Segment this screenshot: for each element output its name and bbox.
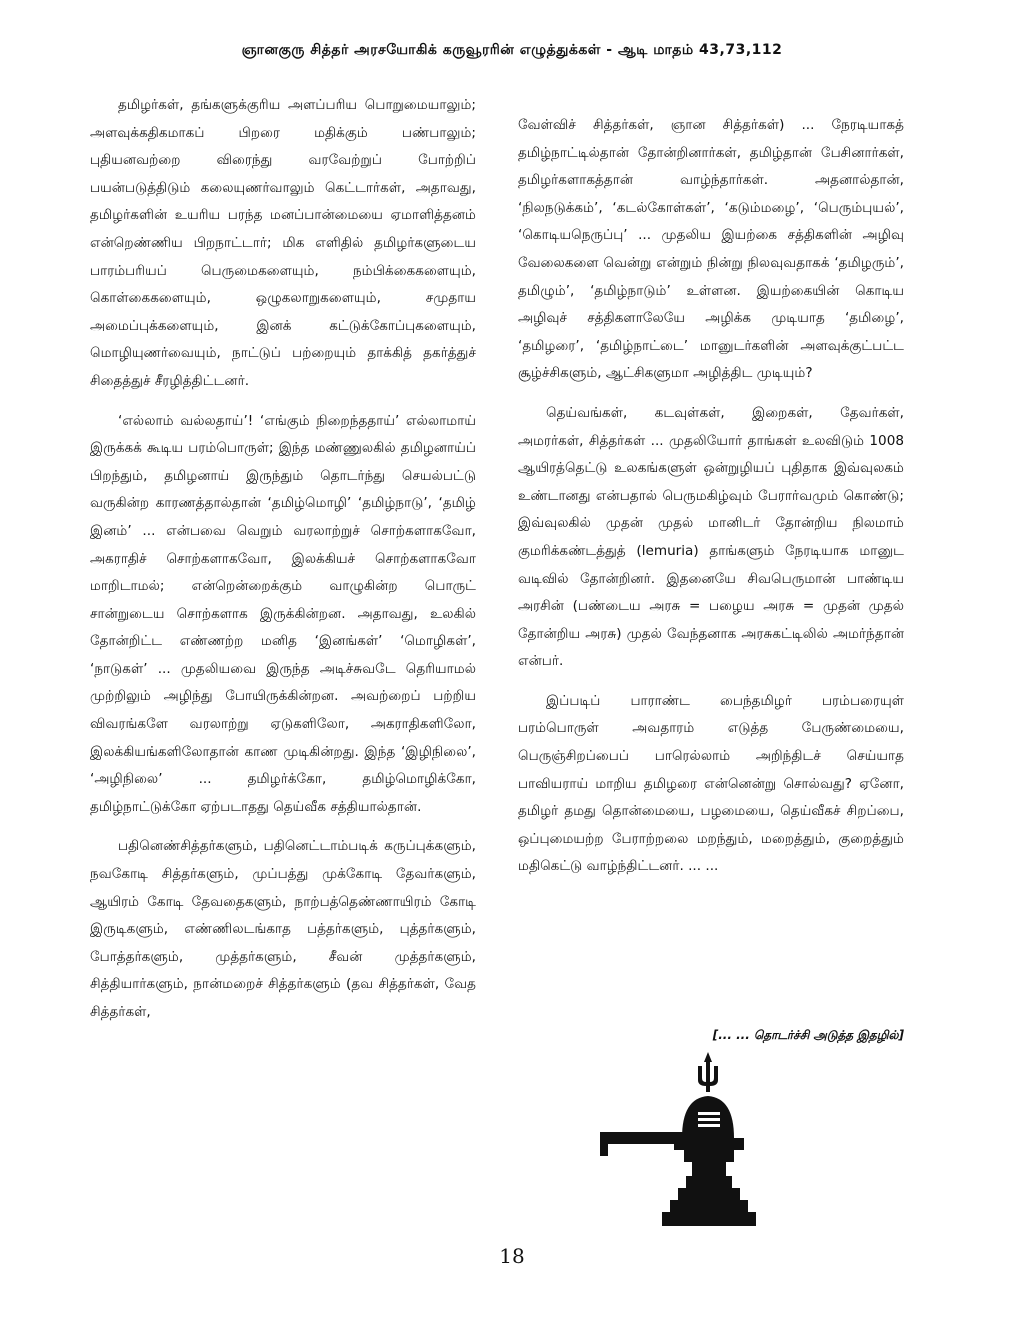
continuation-note: [... ... தொடர்ச்சி அடுத்த இதழில்] bbox=[712, 1028, 904, 1042]
left-column bbox=[90, 92, 476, 1039]
right-column bbox=[518, 112, 904, 893]
left-paragraph-3: பதினெண்சித்தர்களும், பதினெட்டாம்படிக் கருப்புக்களும், நவகோடி சித்தர்களும், முப்பத்து முக்கோடி தேவர்களும், ஆயிரம் கோடி தேவதைகளும், நாற்பத்தெண்ணாயிரம் கோடி இருடிகளும், எண்ணிலடங்காத பத்தர்களும், புத்தர்களும், போத்தர்களும், முத்தர்களும், சீவன் முத்தர்களும், சித்தியார்களும், நான்மறைச் சித்தர்களும் (தவ சித்தர்கள், வேத சித்தர்கள், bbox=[90, 838, 476, 1020]
running-header: ஞானகுரு சித்தர் அரசயோகிக் கருவூரரின் எழுத்துக்கள் - ஆடி மாதம் 43,73,112 bbox=[241, 42, 783, 58]
left-paragraph-2: ‘எல்லாம் வல்லதாய்’! ‘எங்கும் நிறைந்ததாய்’ எல்லாமாய் இருக்கக் கூடிய பரம்பொருள்; இந்த மண்ணுலகில் தமிழனாய்ப் பிறந்தும், தமிழனாய் இருந்தும் தொடர்ந்து செயல்பட்டு வருகின்ற காரணத்தால்தான் ‘தமிழ்மொழி’ ‘தமிழ்நாடு’, ‘தமிழ் இனம்’ ... என்பவை வெறும் வரலாற்றுச் சொற்களாகவோ, அகராதிச் சொற்களாகவோ, இலக்கியச் சொற்களாகவோ மாறிடாமல்; என்றென்றைக்கும் வாழுகின்ற பொருட் சான்றுடைய சொற்களாக இருக்கின்றன. அதாவது, உலகில் தோன்றிட்ட எண்ணற்ற மனித ‘இனங்கள்’ ‘மொழிகள்’, ‘நாடுகள்’ ... முதலியவை இருந்த அடிச்சுவடே தெரியாமல் முற்றிலும் அழிந்து போயிருக்கின்றன. அவற்றைப் பற்றிய விவரங்களே வரலாற்று ஏடுகளிலோ, அகராதிகளிலோ, இலக்கியங்களிலோதான் காண முடிகின்றது. இந்த ‘இழிநிலை’, ‘அழிநிலை’ ... தமிழர்க்கோ, தமிழ்மொழிக்கோ, தமிழ்நாட்டுக்கோ ஏற்படாதது தெய்வீக சத்தியால்தான். bbox=[90, 412, 476, 815]
right-paragraph-1: வேள்விச் சித்தர்கள், ஞான சித்தர்கள்) ... நேரடியாகத் தமிழ்நாட்டில்தான் தோன்றினார்கள், தமிழ்தான் பேசினார்கள், தமிழர்களாகத்தான் வாழ்ந்தார்கள். அதனால்தான், ‘நிலநடுக்கம்’, ‘கடல்கோள்கள்’, ‘கடும்மழை’, ‘பெரும்புயல்’, ‘கொடியநெருப்பு’ ... முதலிய இயற்கை சத்திகளின் அழிவு வேலைகளை வென்று என்றும் நின்று நிலவுவதாகக் ‘தமிழரும்’, தமிழும்’, ‘தமிழ்நாடும்’ உள்ளன. இயற்கையின் கொடிய அழிவுச் சத்திகளாலேயே அழிக்க முடியாத ‘தமிழை’, ‘தமிழரை’, ‘தமிழ்நாட்டை’ மானுடர்களின் அளவுக்குட்பட்ட சூழ்ச்சிகளும், ஆட்சிகளுமா அழித்திட முடியும்? bbox=[518, 117, 904, 382]
page-number: 18 bbox=[499, 1244, 525, 1268]
left-paragraph-1: தமிழர்கள், தங்களுக்குரிய அளப்பரிய பொறுமையாலும்; அளவுக்கதிகமாகப் பிறரை மதிக்கும் பண்பாலும்; புதியனவற்றை விரைந்து வரவேற்றுப் போற்றிப் பயன்படுத்திடும் கலையுணர்வாலும் கெட்டார்கள், அதாவது, தமிழர்களின் உயரிய பரந்த மனப்பான்மையை ஏமாளித்தனம் என்றெண்ணிய பிறநாட்டார்; மிக எளிதில் தமிழர்களுடைய பாரம்பரியப் பெருமைகளையும், நம்பிக்கைகளையும், கொள்கைகளையும், ஒழுகலாறுகளையும், சமுதாய அமைப்புக்களையும், இனக் கட்டுக்கோப்புகளையும், மொழியுணர்வையும், நாட்டுப் பற்றையும் தாக்கித் தகர்த்துச் சிதைத்துச் சீரழித்திட்டனர். bbox=[90, 97, 476, 389]
right-paragraph-2: தெய்வங்கள், கடவுள்கள், இறைகள், தேவர்கள், அமரர்கள், சித்தர்கள் ... முதலியோர் தாங்கள் உலவிடும் 1008 ஆயிரத்தெட்டு உலகங்களுள் ஒன்றுழியப் புதிதாக இவ்வுலகம் உண்டானது என்பதால் பெருமகிழ்வும் பேரார்வமும் கொண்டு; இவ்வுலகில் முதன் முதல் மானிடர் தோன்றிய நிலமாம் குமரிக்கண்டத்துத் (lemuria) தாங்களும் நேரடியாக மானுட வடிவில் தோன்றினர். இதனையே சிவபெருமான் பாண்டிய அரசின் (பண்டைய அரசு = பழைய அரசு = முதன் முதல் தோன்றிய அரசு) முதல் வேந்தனாக அரசுகட்டிலில் அமர்ந்தான் என்பர். bbox=[518, 404, 904, 670]
shiva-lingam-trident-icon bbox=[594, 1050, 804, 1236]
emblem-svg bbox=[594, 1050, 804, 1236]
right-paragraph-3: இப்படிப் பாராண்ட பைந்தமிழர் பரம்பரையுள் பரம்பொருள் அவதாரம் எடுத்த பேருண்மையை, பெருஞ்சிறப்பைப் பாரெல்லாம் அறிந்திடச் செய்யாத பாவியராய் மாறிய தமிழரை என்னென்று சொல்வது? ஏனோ, தமிழர் தமது தொன்மையை, பழமையை, தெய்வீகச் சிறப்பை, ஒப்புமையற்ற பேராற்றலை மறந்தும், மறைத்தும், குறைத்தும் மதிகெட்டு வாழ்ந்திட்டனர். ... ... bbox=[518, 692, 904, 875]
